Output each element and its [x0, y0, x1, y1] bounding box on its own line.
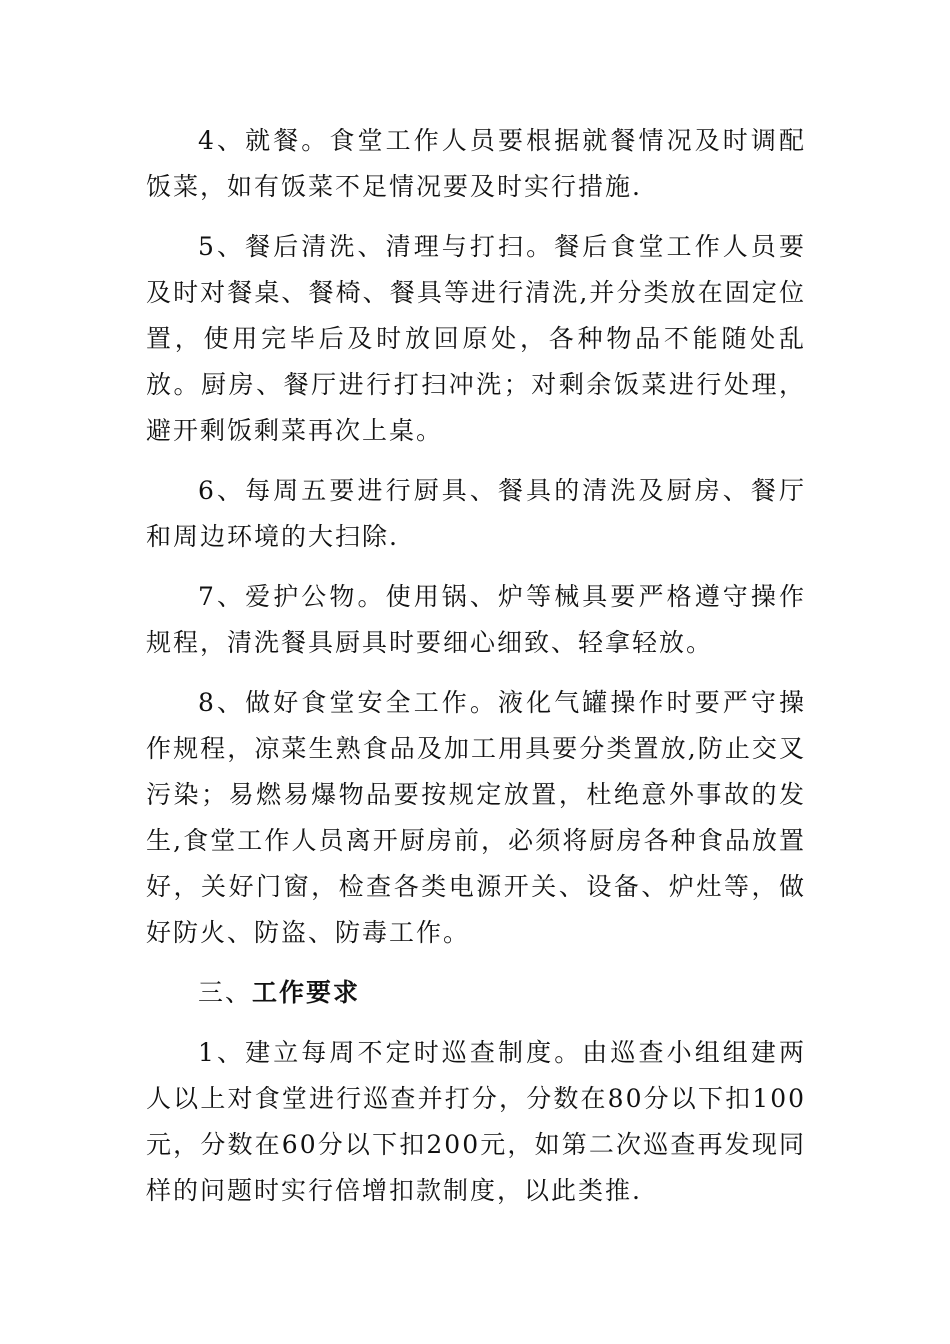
paragraph-item-8: 8、做好食堂安全工作。液化气罐操作时要严守操作规程，凉菜生熟食品及加工用具要分类置放,防止交叉污染；易燃易爆物品要按规定放置，杜绝意外事故的发生,食堂工作人员离开厨房前，必须将厨房各种食品放置好，关好门窗，检查各类电源开关、设备、炉灶等，做好防火、防盗、防毒工作。: [146, 688, 806, 947]
paragraph-item-4: 4、就餐。食堂工作人员要根据就餐情况及时调配饭菜，如有饭菜不足情况要及时实行措施.: [146, 126, 806, 201]
section-heading: [146, 970, 806, 1016]
section-heading-number: 三、: [198, 978, 253, 1007]
paragraph-item-6: 6、每周五要进行厨具、餐具的清洗及厨房、餐厅和周边环境的大扫除.: [146, 476, 806, 551]
paragraph-item-5: 5、餐后清洗、清理与打扫。餐后食堂工作人员要及时对餐桌、餐椅、餐具等进行清洗,并分类放在固定位置，使用完毕后及时放回原处，各种物品不能随处乱放。厨房、餐厅进行打扫冲洗；对剩余饭菜进行处理，避开剩饭剩菜再次上桌。: [146, 232, 806, 445]
requirement-item-1: 1、建立每周不定时巡查制度。由巡查小组组建两人以上对食堂进行巡查并打分，分数在80分以下扣100元，分数在60分以下扣200元，如第二次巡查再发现同样的问题时实行倍增扣款制度，以此类推.: [146, 1038, 806, 1205]
section-heading-title: 工作要求: [252, 978, 361, 1007]
paragraph-item-7: 7、爱护公物。使用锅、炉等械具要严格遵守操作规程，清洗餐具厨具时要细心细致、轻拿轻放。: [146, 582, 806, 657]
document-body: [146, 118, 806, 1228]
